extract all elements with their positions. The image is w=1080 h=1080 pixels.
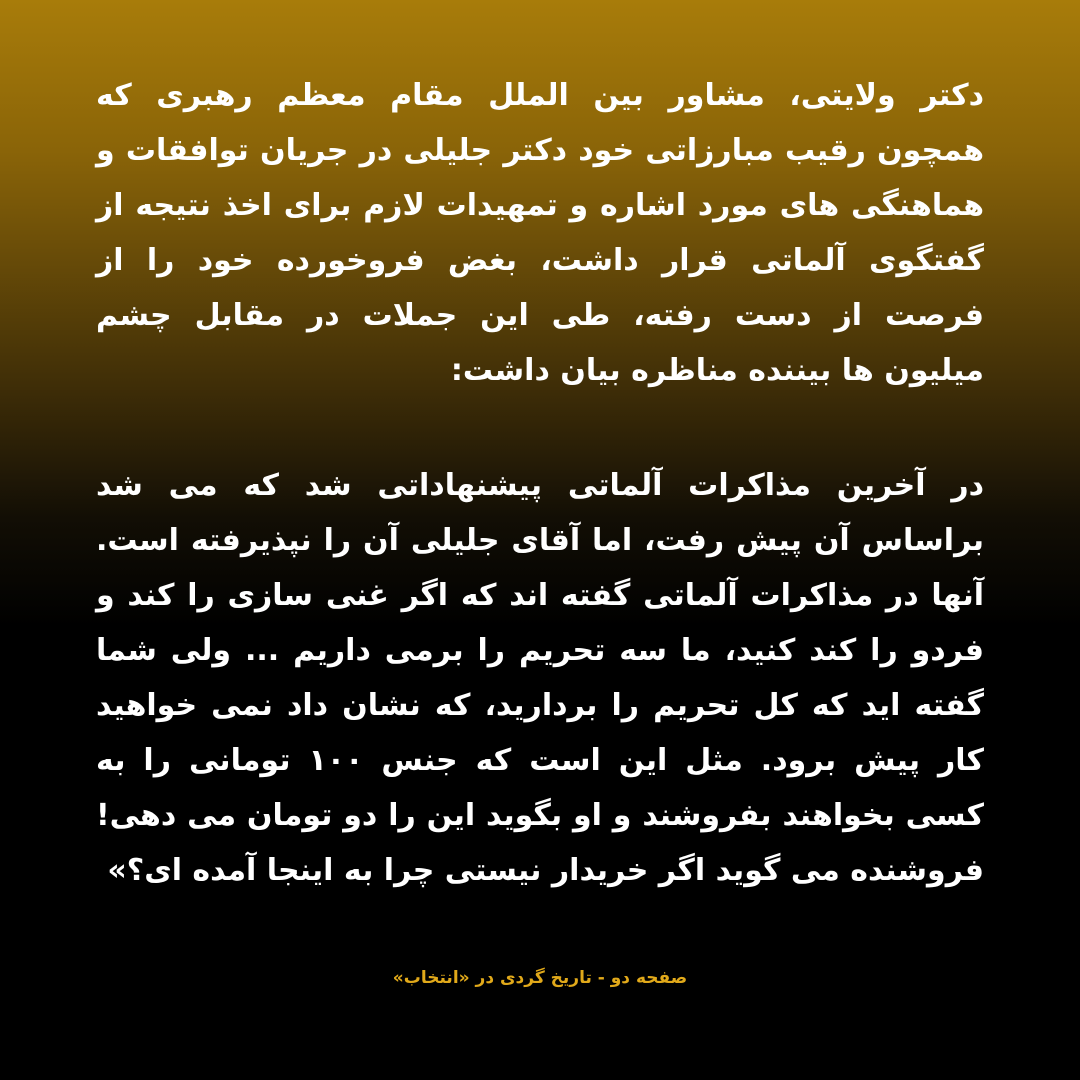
paragraph-quote [96, 458, 984, 898]
text-line: آنها در مذاکرات آلماتی گفته اند که اگر غنی سازی را کند و [96, 578, 984, 613]
text-line: در آخرین مذاکرات آلماتی پیشنهاداتی شد که می شد [96, 468, 984, 503]
text-line: میلیون ها بیننده مناظره بیان داشت: [450, 353, 984, 388]
text-line: هماهنگی های مورد اشاره و تمهیدات لازم برای اخذ نتیجه از [96, 188, 984, 223]
text-line: دکتر ولایتی، مشاور بین الملل مقام معظم رهبری که [96, 78, 984, 113]
paragraph-intro [96, 68, 984, 398]
text-line: گفته اید که کل تحریم را بردارید، که نشان داد نمی خواهید [96, 688, 984, 723]
text-line: کسی بخواهند بفروشند و او بگوید این را دو تومان می دهی! [96, 798, 984, 833]
text-line: همچون رقیب مبارزاتی خود دکتر جلیلی در جریان توافقات و [96, 133, 984, 168]
text-line: فروشنده می گوید اگر خریدار نیستی چرا به اینجا آمده ای؟» [107, 853, 984, 888]
text-line: فردو را کند کنید، ما سه تحریم را برمی داریم ... ولی شما [96, 633, 984, 668]
text-line: براساس آن پیش رفت، اما آقای جلیلی آن را نپذیرفته است. [96, 523, 984, 558]
page-footer-caption: صفحه دو - تاریخ گردی در «انتخاب» [392, 968, 688, 988]
text-line: کار پیش برود. مثل این است که جنس ۱۰۰ تومانی را به [96, 743, 985, 778]
text-line: فرصت از دست رفته، طی این جملات در مقابل چشم [96, 298, 984, 333]
text-line: گفتگوی آلماتی قرار داشت، بغض فروخورده خود را از [96, 243, 984, 278]
